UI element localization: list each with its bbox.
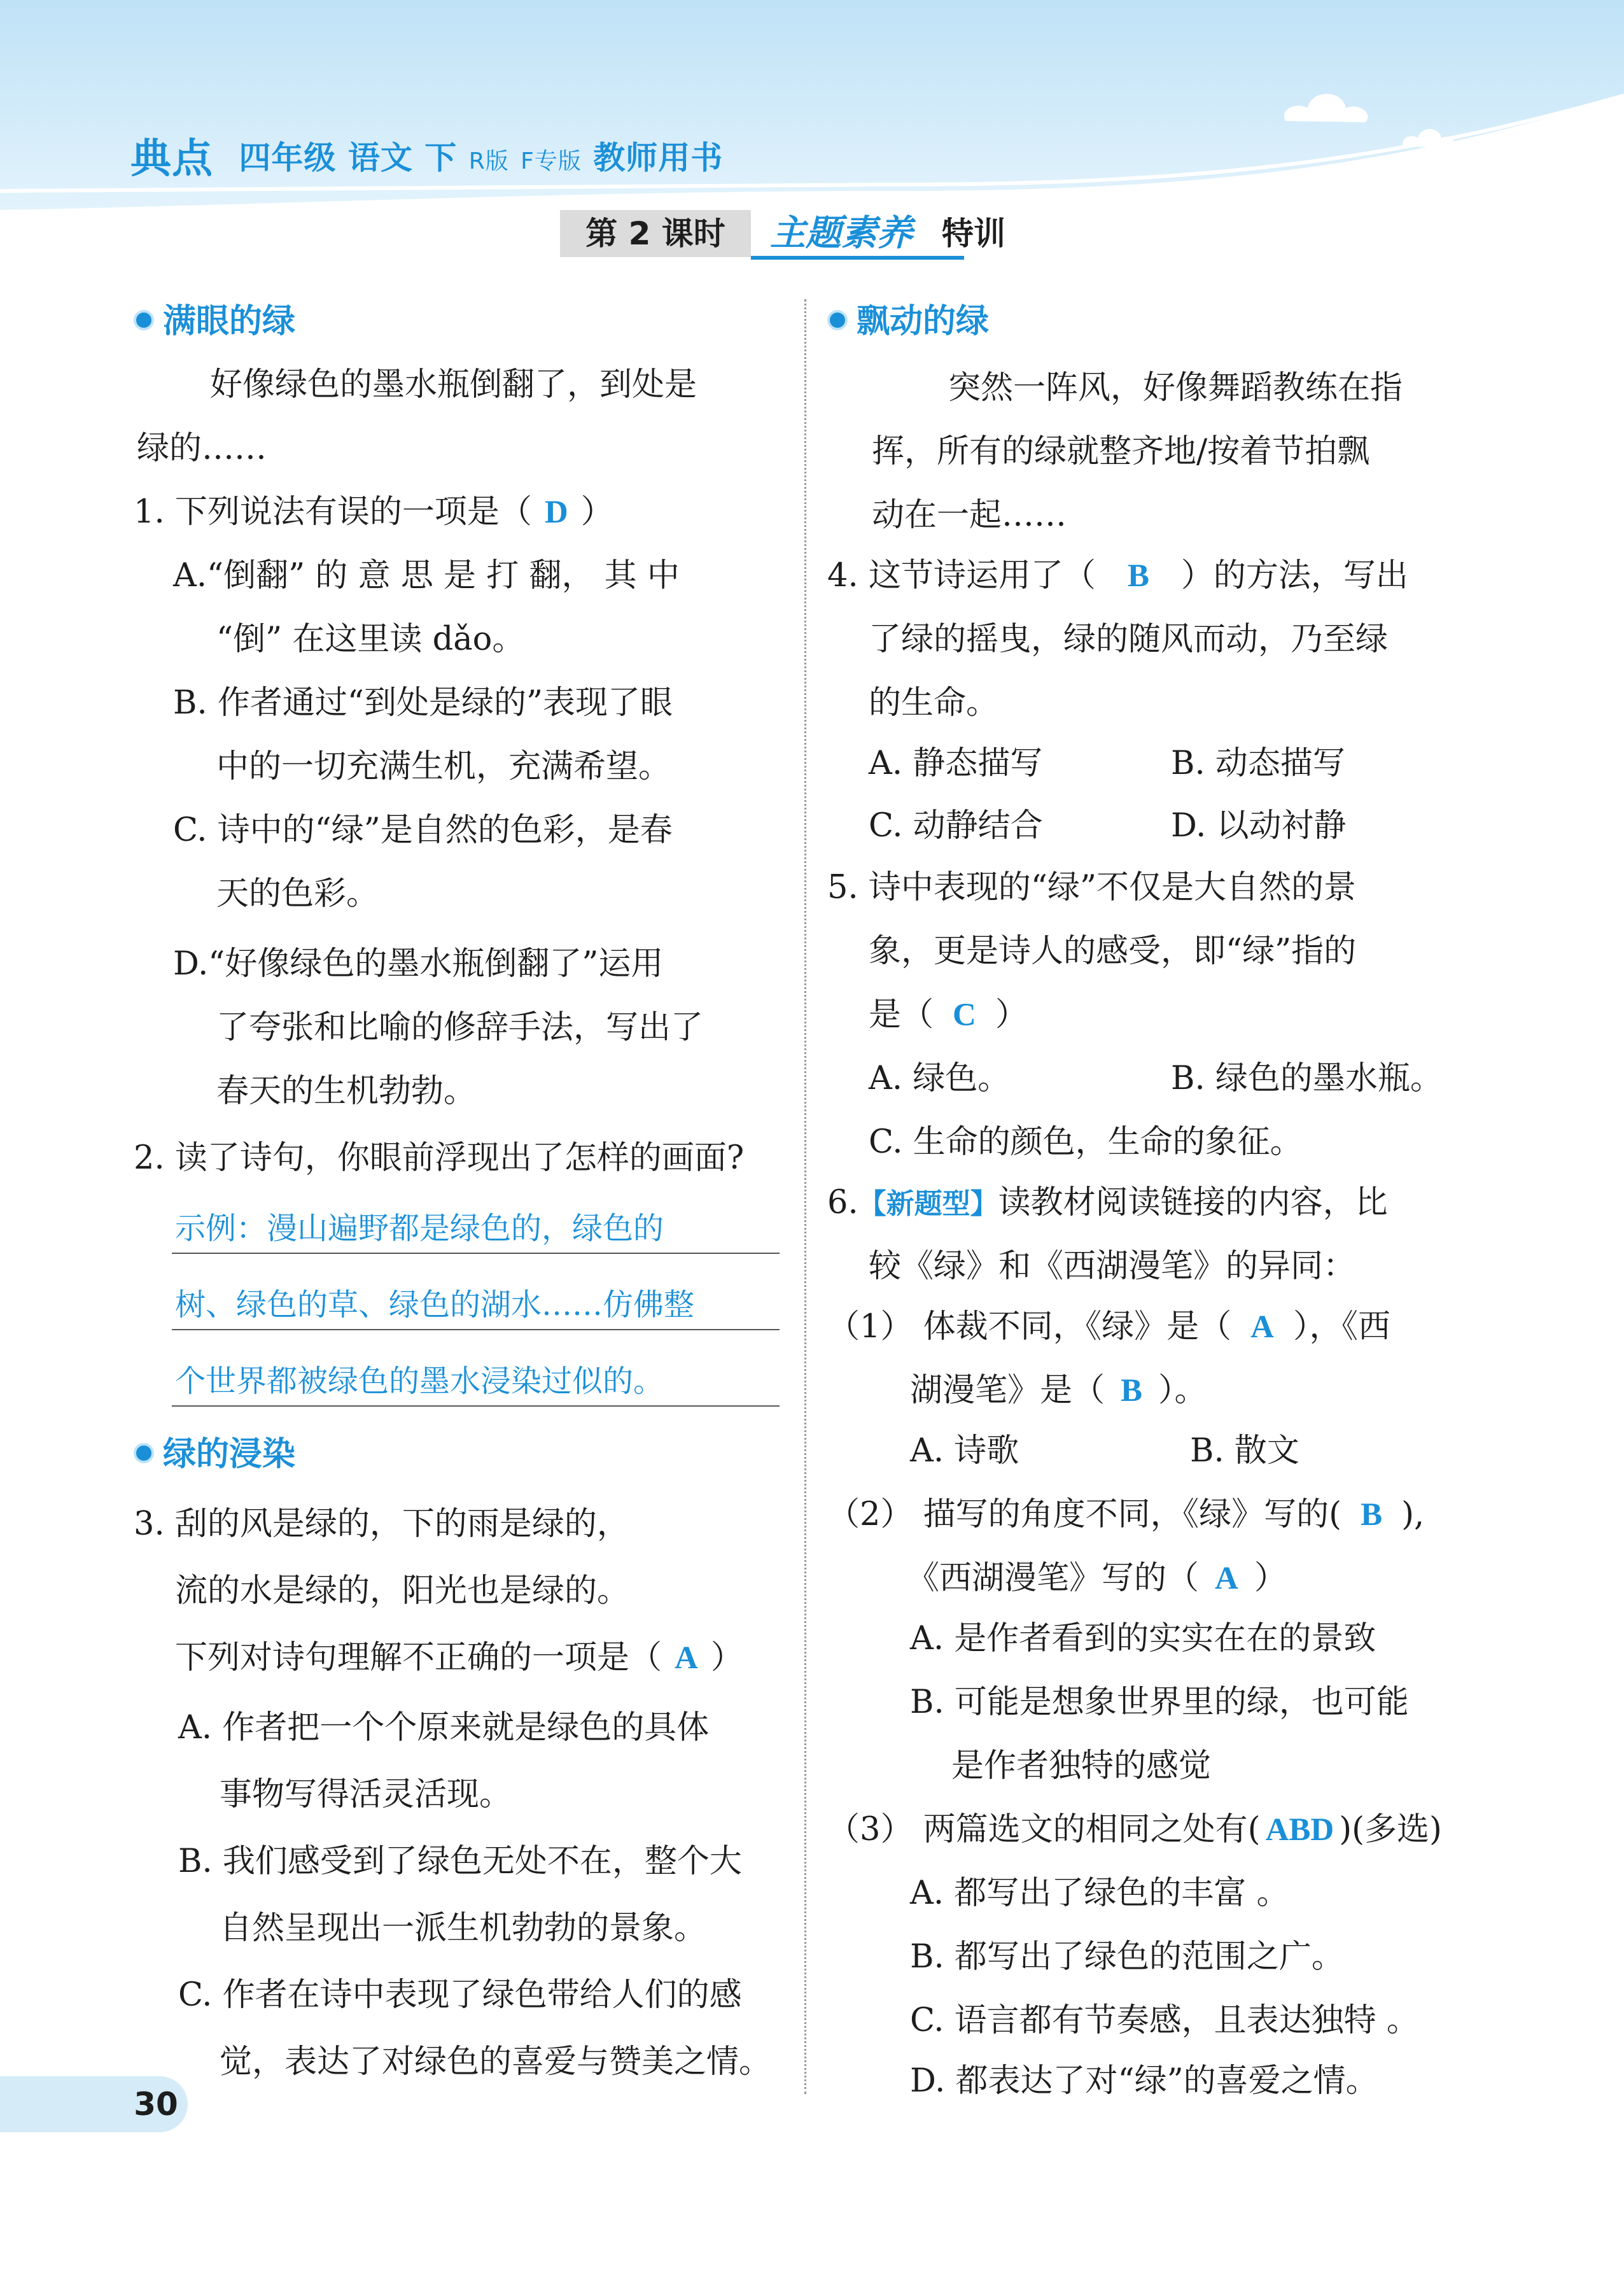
option-a: A. 是作者看到的实实在在的景致 [910,1620,1376,1657]
question-stem: 1. 下列说法有误的一项是（ D ） [134,493,613,531]
option-b: B. 绿色的墨水瓶。 [1171,1060,1443,1097]
option-a: A. 静态描写 [869,745,1043,782]
answer: D [544,495,568,530]
option-a: A.“倒翻” 的 意 思 是 打 翻， 其 中 [173,557,680,594]
header-subject: 语文 [347,139,413,176]
page-number: 30 [124,2076,188,2132]
question-text: 了绿的摇曳，绿的随风而动，乃至绿 [869,621,1389,658]
option-a: A. 诗歌 [910,1432,1019,1470]
option-c: C. 生命的颜色，生命的象征。 [869,1123,1303,1161]
answer: B [1361,1497,1383,1533]
section-title: 绿的浸染 [134,1435,295,1473]
question-stem: 5. 诗中表现的“绿”不仅是大自然的景 [827,869,1357,906]
option-b: B. 作者通过“到处是绿的”表现了眼 [173,684,673,722]
answer: ABD [1265,1812,1334,1848]
option-d-cont: 了夸张和比喻的修辞手法，写出了 [216,1009,704,1046]
option-c: C. 动静结合 [869,807,1043,845]
question-text: 象，更是诗人的感受，即“绿”指的 [869,932,1357,970]
title-underline [751,256,964,260]
answer: A [1250,1309,1275,1345]
option-b: B. 都写出了绿色的范围之广。 [910,1938,1344,1976]
poem-line: 好像绿色的墨水瓶倒翻了，到处是 [210,366,697,404]
header-special: F专版 [521,148,582,174]
section-title: 满眼的绿 [134,302,295,341]
option-c-cont: 觉，表达了对绿色的喜爱与赞美之情。 [220,2043,772,2081]
option-a: A. 绿色。 [869,1060,1011,1097]
header-volume: 下 [424,139,458,176]
new-type-tag: 【新题型】 [858,1188,998,1220]
poem-line: 突然一阵风，好像舞蹈教练在指 [948,369,1403,407]
section-bullet-icon [827,310,848,330]
header-brand [130,126,723,185]
header-edition: R版 [468,148,509,174]
answer: A [675,1640,698,1676]
question-text: 较《绿》和《西湖漫笔》的异同： [869,1248,1356,1285]
option-d: D. 以动衬静 [1171,807,1347,845]
poem-line: 流的水是绿的，阳光也是绿的。 [175,1572,630,1610]
option-a-cont: “倒” 在这里读 dǎo。 [216,621,525,658]
sub-question: （3） 两篇选文的相同之处有( ABD )(多选) [827,1811,1442,1848]
cloud-icon [1400,121,1457,153]
option-c: C. 作者在诗中表现了绿色带给人们的感 [178,1976,742,2014]
brand-logo: 典点 [130,136,213,183]
answer: B [1121,1373,1143,1409]
option-b-cont: 是作者独特的感觉 [951,1747,1212,1785]
sub-question: （2） 描写的角度不同，《绿》写的( B ), [827,1496,1425,1533]
option-b-cont: 自然呈现出一派生机勃勃的景象。 [220,1909,707,1947]
option-b-cont: 中的一切充满生机，充满希望。 [216,748,671,785]
question-stem: 2. 读了诗句，你眼前浮现出了怎样的画面? [134,1139,745,1177]
question-stem: 6.【新题型】读教材阅读链接的内容，比 [827,1184,1388,1221]
column-divider [804,299,806,2094]
option-d-cont: 春天的生机勃勃。 [216,1072,477,1110]
option-a-cont: 事物写得活灵活现。 [220,1776,512,1813]
answer-text: 个世界都被绿色的墨水浸染过似的。 [175,1363,664,1399]
lesson-theme: 主题素养 [770,213,913,254]
sub-question: （1） 体裁不同，《绿》是（ A ），《西 [827,1308,1391,1346]
answer: A [1215,1561,1238,1596]
option-c: C. 诗中的“绿”是自然的色彩，是春 [173,812,673,849]
lesson-type: 特训 [942,215,1005,252]
option-a: A. 作者把一个个原来就是绿色的具体 [178,1709,710,1747]
section-bullet-icon [134,310,154,330]
lesson-number: 第 2 课时 [560,210,751,257]
poem-line: 3. 刮的风是绿的，下的雨是绿的， [134,1505,629,1543]
answer-text: 示例：漫山遍野都是绿色的，绿色的 [175,1211,664,1246]
question-text: 的生命。 [869,684,999,722]
answer-line [172,1329,780,1330]
option-d: D. 都表达了对“绿”的喜爱之情。 [910,2062,1378,2100]
sub-question-cont: 湖漫笔》是（ B ）。 [910,1372,1207,1409]
option-b: B. 动态描写 [1171,745,1345,782]
answer-text: 树、绿色的草、绿色的湖水……仿佛整 [175,1287,695,1323]
answer-line [172,1253,780,1254]
poem-line: 绿的…… [137,430,267,467]
question-text: 是（ C ） [869,996,1028,1034]
lesson-title [560,205,1044,262]
answer: B [1127,558,1149,594]
option-d: D.“好像绿色的墨水瓶倒翻了”运用 [173,945,664,983]
sub-question-cont: 《西湖漫笔》写的（ A ） [907,1559,1287,1597]
cloud-icon [1279,83,1375,134]
question-stem: 下列对诗句理解不正确的一项是（ A ） [175,1639,743,1677]
section-title: 飘动的绿 [827,302,989,341]
question-stem: 4. 这节诗运用了（ B ）的方法，写出 [827,557,1408,594]
answer: C [953,997,976,1033]
option-a: A. 都写出了绿色的丰富 。 [910,1874,1289,1912]
poem-line: 动在一起…… [872,496,1067,534]
option-b: B. 散文 [1190,1432,1299,1470]
option-b: B. 我们感受到了绿色无处不在，整个大 [178,1843,742,1880]
option-b: B. 可能是想象世界里的绿，也可能 [910,1684,1409,1721]
poem-line: 挥，所有的绿就整齐地/按着节拍飘 [872,433,1370,470]
option-c-cont: 天的色彩。 [216,875,379,913]
section-bullet-icon [134,1443,154,1463]
header-grade: 四年级 [239,139,337,176]
answer-line [172,1405,780,1407]
header-book: 教师用书 [593,139,724,176]
option-c: C. 语言都有节奏感，且表达独特 。 [910,2002,1419,2039]
